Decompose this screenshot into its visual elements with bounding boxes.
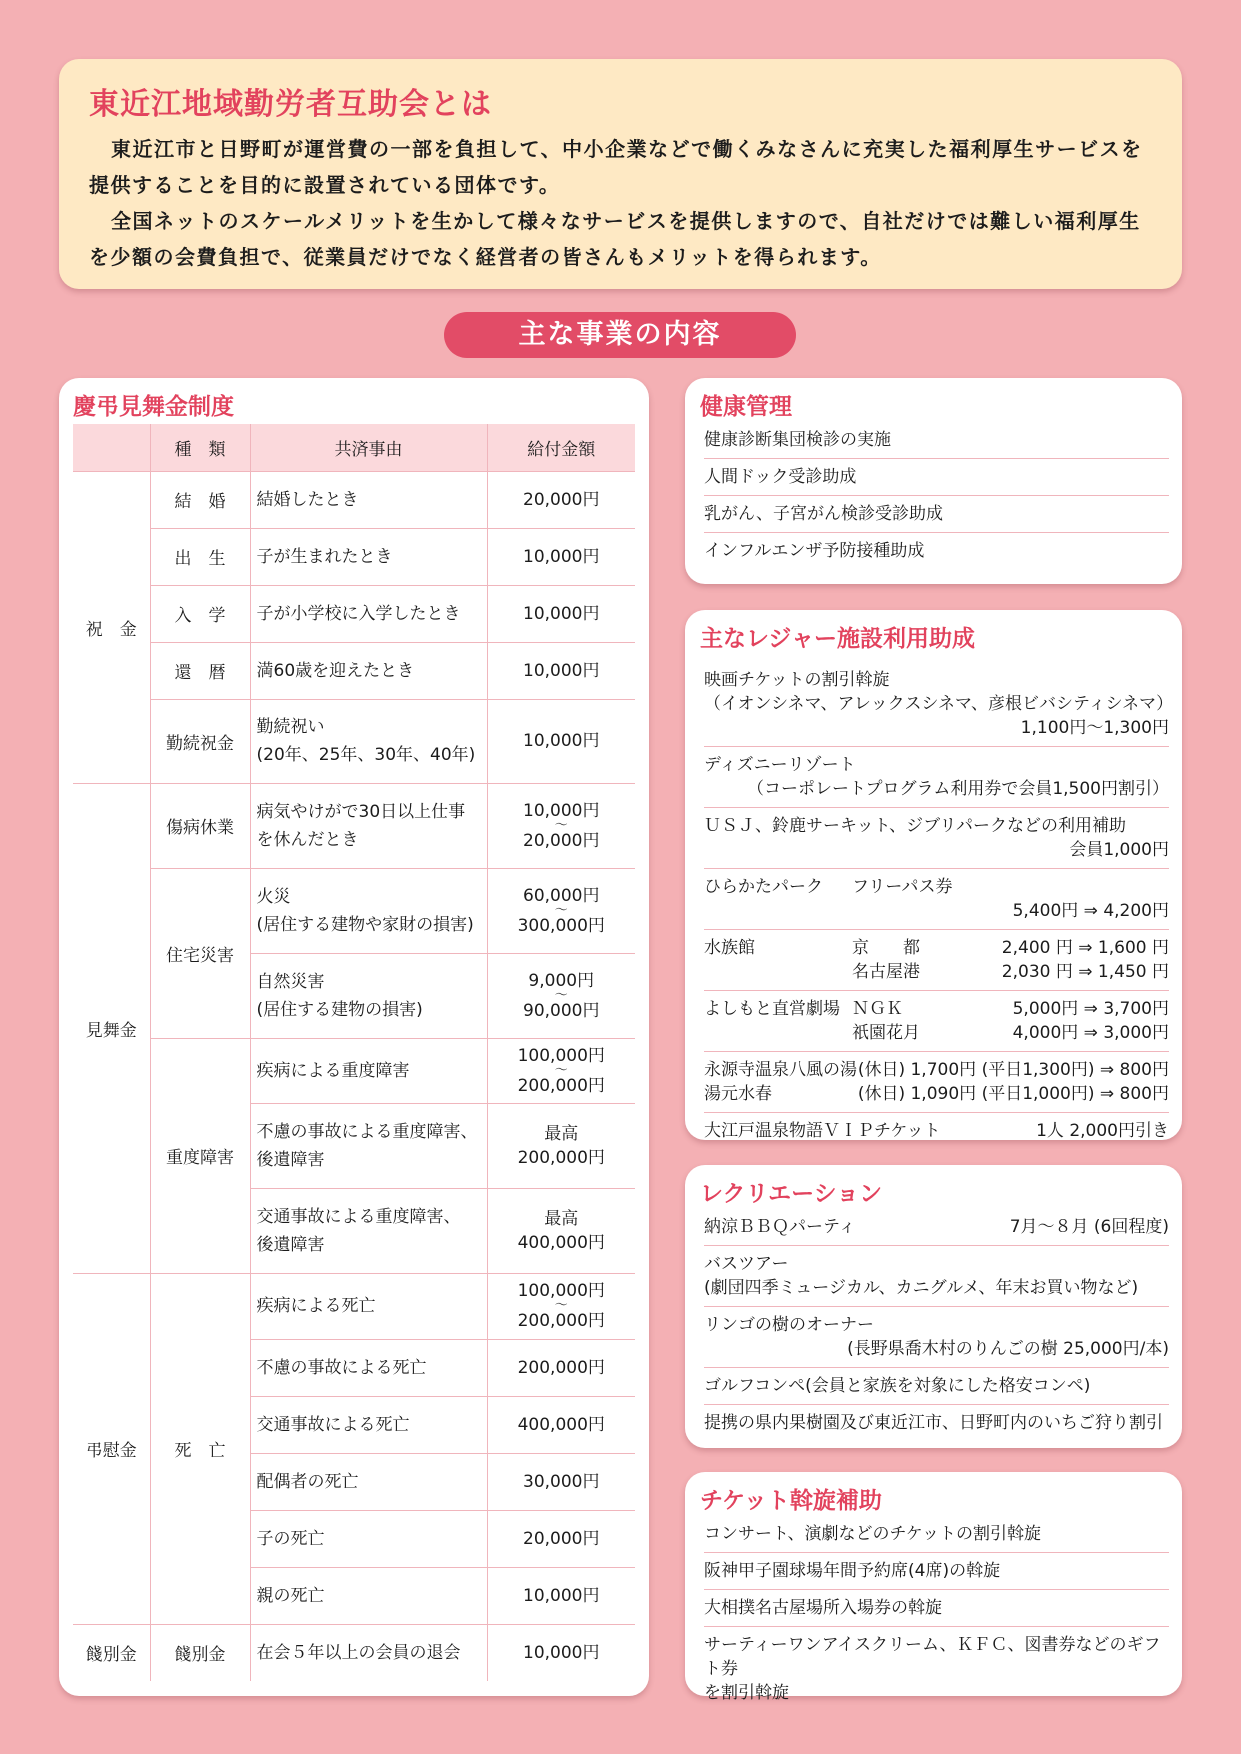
list-item: 阪神甲子園球場年間予約席(4席)の斡旋 (704, 1553, 1169, 1590)
table-row (73, 1624, 635, 1681)
list-item-apple-owner: リンゴの樹のオーナー (長野県喬木村のりんごの樹 25,000円/本) (704, 1307, 1169, 1368)
list-item-bbq: 納涼ＢＢＱパーティ 7月〜８月 (6回程度) (704, 1209, 1169, 1246)
row-amount-range: 10,000円 〜 20,000円 (487, 783, 635, 868)
intro-box (59, 59, 1182, 289)
row-amount-range: 9,000円 〜 90,000円 (487, 953, 635, 1038)
row-reason: 配偶者の死亡 (250, 1453, 487, 1510)
row-reason: 交通事故による重度障害、 後遺障害 (250, 1188, 487, 1273)
row-type: 住宅災害 (150, 868, 250, 1038)
intro-paragraph-2: 全国ネットのスケールメリットを生かして様々なサービスを提供しますので、自社だけでは難しい福利厚生を少額の会費負担で、従業員だけでなく経営者の皆さんもメリットを得られます。 (89, 209, 1141, 269)
row-type: 餞別金 (150, 1624, 250, 1681)
row-reason: 子の死亡 (250, 1510, 487, 1567)
tickets-list (704, 1516, 1169, 1711)
row-reason: 交通事故による死亡 (250, 1396, 487, 1453)
row-amount: 最高 200,000円 (487, 1103, 635, 1188)
health-list (704, 422, 1169, 569)
table-row (73, 1038, 635, 1103)
list-item-bus-tour: バスツアー (劇団四季ミュージカル、カニグルメ、年末お買い物など) (704, 1246, 1169, 1307)
row-reason: 子が小学校に入学したとき (250, 585, 487, 642)
row-reason: 疾病による重度障害 (250, 1038, 487, 1103)
row-reason: 在会５年以上の会員の退会 (250, 1624, 487, 1681)
table-row (73, 585, 635, 642)
list-item-hirakata: ひらかたパーク フリーパス券 5,400円 ⇒ 4,200円 (704, 869, 1169, 930)
list-item: 健康診断集団検診の実施 (704, 422, 1169, 459)
list-item-golf: ゴルフコンペ(会員と家族を対象にした格安コンペ) (704, 1368, 1169, 1405)
recreation-title: レクリエーション (700, 1181, 883, 1207)
table-row (73, 699, 635, 783)
row-type: 重度障害 (150, 1038, 250, 1273)
row-amount-range: 100,000円 〜 200,000円 (487, 1273, 635, 1339)
table-row (73, 528, 635, 585)
leisure-card (685, 610, 1182, 1140)
tickets-title: チケット斡旋補助 (700, 1488, 882, 1514)
table-row (73, 783, 635, 868)
tickets-card (685, 1472, 1182, 1703)
intro-title: 東近江地域勤労者互助会とは (89, 87, 492, 122)
category-senbetsukin: 餞別金 (73, 1624, 150, 1681)
list-item: コンサート、演劇などのチケットの割引斡旋 (704, 1516, 1169, 1553)
row-amount: 10,000円 (523, 1642, 600, 1663)
list-item: インフルエンザ予防接種助成 (704, 541, 925, 561)
header-reason: 共済事由 (250, 424, 487, 471)
header-amount: 給付金額 (487, 424, 635, 471)
row-reason: 結婚したとき (250, 471, 487, 528)
row-reason: 不慮の事故による死亡 (250, 1339, 487, 1396)
header-category (73, 424, 150, 471)
table-header-row (73, 424, 635, 471)
intro-paragraph-1: 東近江市と日野町が運営費の一部を負担して、中小企業などで働くみなさんに充実した福利厚生サービスを提供することを目的に設置されている団体です。 (89, 137, 1143, 197)
benefits-title: 慶弔見舞金制度 (73, 394, 234, 420)
row-reason: 勤続祝い (20年、25年、30年、40年) (250, 699, 487, 783)
list-item-yoshimoto: よしもと直営劇場 ＮＧＫ 5,000円 ⇒ 3,700円 祇園花月 4,000円 ⇒ 3,000円 (704, 991, 1169, 1052)
row-reason: 満60歳を迎えたとき (250, 642, 487, 699)
row-amount: 400,000円 (487, 1396, 635, 1453)
row-type: 死 亡 (150, 1273, 250, 1624)
list-item-disney: ディズニーリゾート （コーポレートプログラム利用券で会員1,500円割引） (704, 747, 1169, 808)
row-amount: 10,000円 (487, 699, 635, 783)
row-amount: 30,000円 (487, 1453, 635, 1510)
row-reason: 疾病による死亡 (250, 1273, 487, 1339)
row-amount: 最高 400,000円 (487, 1188, 635, 1273)
row-reason: 病気やけがで30日以上仕事 を休んだとき (250, 783, 487, 868)
list-item-onsen: 永源寺温泉八風の湯 (休日) 1,700円 (平日1,300円) ⇒ 800円 湯元水春 (休日) 1,090円 (平日1,000円) ⇒ 800円 (704, 1052, 1169, 1113)
header-type: 種 類 (150, 424, 250, 471)
row-reason: 自然災害 (居住する建物の損害) (250, 953, 487, 1038)
row-amount: 10,000円 (487, 1567, 635, 1624)
category-shukukin: 祝 金 (73, 471, 150, 783)
row-type: 結 婚 (150, 471, 250, 528)
list-item-aquarium: 水族館 京 都 2,400 円 ⇒ 1,600 円 名古屋港 2,030 円 ⇒ 1,450 円 (704, 930, 1169, 991)
table-row (73, 642, 635, 699)
row-type: 出 生 (150, 528, 250, 585)
list-item: 乳がん、子宮がん検診受診助成 (704, 496, 1169, 533)
row-reason: 火災 (居住する建物や家財の損害) (250, 868, 487, 953)
row-type: 入 学 (150, 585, 250, 642)
row-amount-range: 60,000円 〜 300,000円 (487, 868, 635, 953)
row-amount: 10,000円 (487, 642, 635, 699)
row-type: 傷病休業 (150, 783, 250, 868)
row-amount-range: 100,000円 〜 200,000円 (487, 1038, 635, 1103)
recreation-list (704, 1209, 1169, 1441)
row-amount: 200,000円 (487, 1339, 635, 1396)
list-item: 人間ドック受診助成 (704, 459, 1169, 496)
row-amount: 10,000円 (487, 528, 635, 585)
row-amount: 20,000円 (487, 1510, 635, 1567)
row-reason: 不慮の事故による重度障害、 後遺障害 (250, 1103, 487, 1188)
leisure-list (704, 662, 1174, 1149)
leisure-title: 主なレジャー施設利用助成 (700, 626, 975, 652)
section-title: 主な事業の内容 (444, 312, 796, 358)
benefits-card (59, 378, 649, 1696)
table-row (73, 868, 635, 953)
row-type: 勤続祝金 (150, 699, 250, 783)
category-mimaikin: 見舞金 (73, 783, 150, 1273)
benefits-table (73, 424, 635, 1681)
health-title: 健康管理 (700, 394, 792, 420)
list-item-oedo: 大江戸温泉物語ＶＩＰチケット 1人 2,000円引き (704, 1121, 1169, 1141)
category-choikin: 弔慰金 (73, 1273, 150, 1624)
table-row (73, 471, 635, 528)
row-reason: 子が生まれたとき (250, 528, 487, 585)
list-item-movie: 映画チケットの割引斡旋 （イオンシネマ、アレックスシネマ、彦根ビバシティシネマ） 1,100円〜1,300円 (704, 662, 1169, 747)
list-item: 大相撲名古屋場所入場券の斡旋 (704, 1590, 1169, 1627)
health-card (685, 378, 1182, 584)
row-type: 還 暦 (150, 642, 250, 699)
list-item-usj: ＵＳＪ、鈴鹿サーキット、ジブリパークなどの利用補助 会員1,000円 (704, 808, 1169, 869)
table-row (73, 1273, 635, 1339)
row-reason: 親の死亡 (250, 1567, 487, 1624)
row-amount: 10,000円 (487, 585, 635, 642)
list-item-strawberry: 提携の県内果樹園及び東近江市、日野町内のいちご狩り割引 (704, 1413, 1163, 1433)
recreation-card (685, 1165, 1182, 1448)
list-item-gift: サーティーワンアイスクリーム、ＫＦＣ、図書券などのギフト券 を割引斡旋 (704, 1635, 1161, 1703)
row-amount: 20,000円 (487, 471, 635, 528)
